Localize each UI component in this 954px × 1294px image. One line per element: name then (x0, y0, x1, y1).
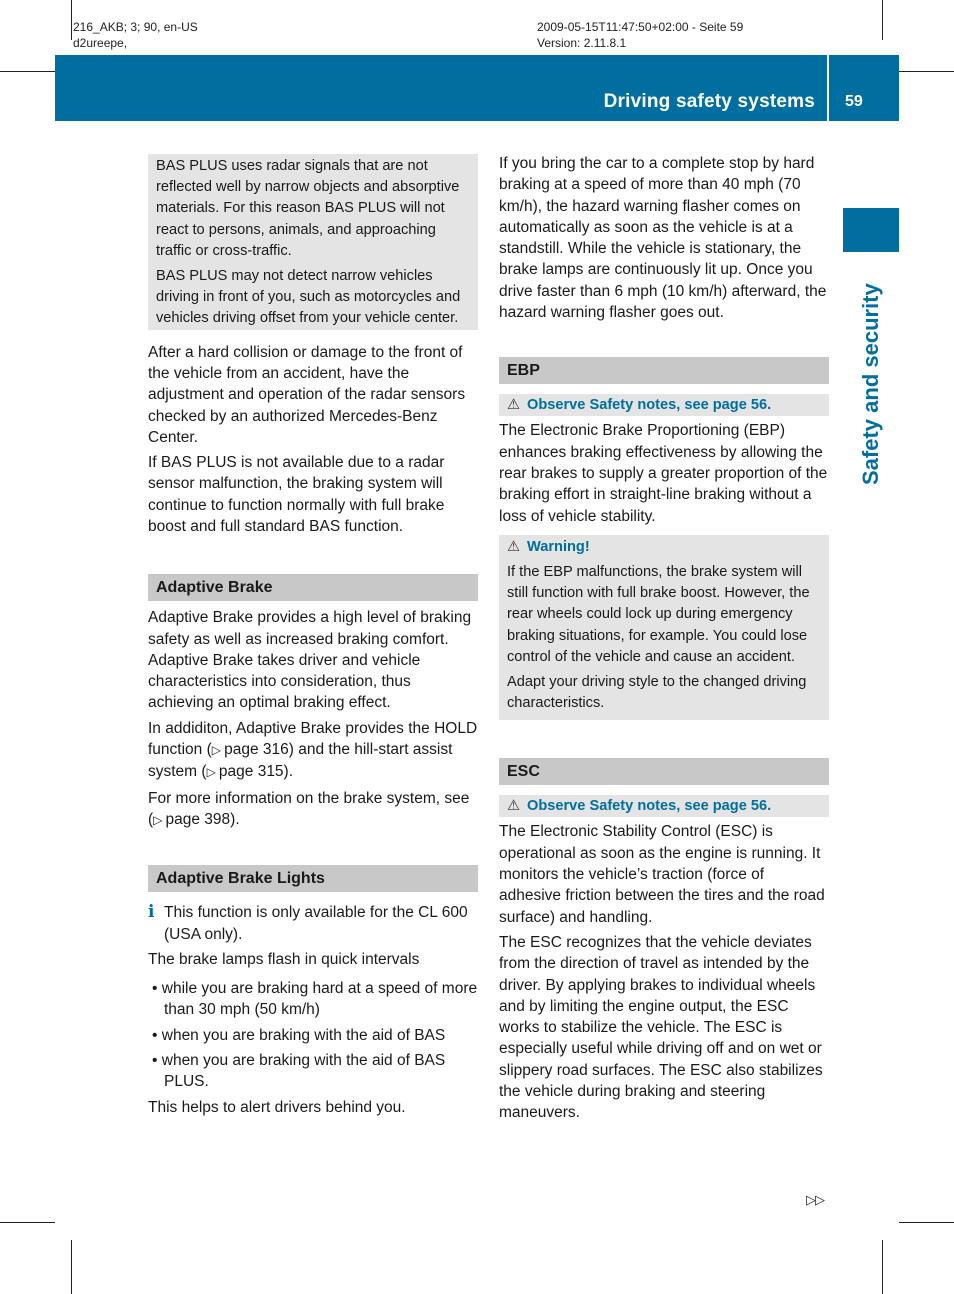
warning-box (499, 535, 829, 721)
crop-mark-bl-v (71, 1240, 72, 1294)
list-item-text: when you are braking with the aid of BAS (161, 1026, 446, 1044)
left-column (148, 154, 478, 1122)
print-meta-right (537, 19, 743, 51)
paragraph: The brake lamps flash in quick intervals (148, 950, 420, 968)
paragraph (148, 788, 478, 832)
paragraph: After a hard collision or damage to the front of the vehicle from an accident, have the adjustment and operation of the radar sensors checked by an authorized Mercedes-Benz Center. (148, 343, 466, 446)
page-ref-arrow-icon: ▷ (153, 812, 163, 827)
bullet-icon: • (152, 1026, 158, 1044)
info-note (148, 902, 478, 945)
list-item-text: while you are braking hard at a speed of more than 30 mph (50 km/h) (161, 980, 478, 1019)
bullet-icon: • (152, 1052, 158, 1070)
page-link[interactable]: page 315). (218, 763, 294, 781)
paragraph: This helps to alert drivers behind you. (148, 1098, 406, 1116)
page-link[interactable]: page 316) and the hill-start assist system ( (148, 741, 453, 781)
list-item-text: when you are braking with the aid of BAS PLUS. (161, 1052, 446, 1091)
text-run: For more information on the brake system, see ( (148, 789, 470, 828)
header-bar (55, 55, 899, 121)
page-title: Driving safety systems (603, 91, 815, 112)
info-icon: i (148, 902, 155, 923)
side-tab-marker (843, 208, 899, 252)
warning-title (507, 537, 821, 558)
section-heading-esc: ESC (499, 758, 829, 785)
meta-right-line1: 2009-05-15T11:47:50+02:00 - Seite 59 (537, 20, 744, 34)
meta-left-line1: 216_AKB; 3; 90, en-US (73, 20, 198, 34)
info-text: This function is only available for the CL 600 (USA only). (164, 904, 468, 943)
right-column (499, 153, 829, 1128)
list-item (148, 1050, 478, 1093)
section-heading-adaptive-brake: Adaptive Brake (148, 574, 478, 601)
paragraph: If BAS PLUS is not available due to a radar sensor malfunction, the braking system will continue to function normally with full brake boost and full standard BAS function. (148, 454, 445, 535)
section-heading-ebp: EBP (499, 357, 829, 384)
paragraph: The Electronic Stability Control (ESC) is operational as soon as the engine is running. It monitors the vehicle’s traction (force of adhesive friction between the tires and the road surface) and handling. (499, 823, 825, 926)
paragraph: The ESC recognizes that the vehicle deviates from the direction of travel as intended by the driver. By applying brakes to individual wheels and by limiting the engine output, the ESC works to stabilize the vehicle. The ESC is especially useful while driving off and on wet or slippery road surfaces. The ESC also stabilizes the vehicle during braking and steering maneuvers. (499, 933, 823, 1122)
crop-mark-tl-v (71, 0, 72, 40)
warning-paragraph: If the EBP malfunctions, the brake system will still function with full brake boost. However, the rear wheels could lock up during emergency braking situations, for example. You could lose control of the vehicle and cause an accident. (507, 564, 810, 665)
warning-title-text: Warning! (527, 538, 590, 555)
paragraph: If you bring the car to a complete stop by hard braking at a speed of more than 40 mph (70 km/h), the hazard warning flasher comes on automatically as soon as the vehicle is at a standstill. While the vehicle is stationary, the brake lamps are continuously lit up. Once you drive faster than 6 mph (10 km/h) afterward, the hazard warning flasher goes out. (499, 155, 827, 322)
crop-mark-tr-h (899, 71, 954, 72)
page-number: 59 (845, 93, 863, 110)
page-link[interactable]: page 398). (165, 810, 240, 828)
page-ref-arrow-icon: ▷ (206, 765, 216, 780)
paragraph (148, 718, 478, 784)
text-run: In addiditon, Adaptive Brake provides the HOLD function ( (148, 719, 478, 759)
continued-marker: ▷▷ (806, 1192, 824, 1207)
header-divider (827, 55, 829, 121)
list-item (148, 978, 478, 1021)
print-meta-left (73, 19, 198, 51)
side-tab-label: Safety and security (858, 283, 883, 485)
meta-right-line2: Version: 2.11.8.1 (537, 36, 627, 50)
page-ref-arrow-icon: ▷ (211, 743, 221, 758)
warning-icon: ⚠ (507, 538, 521, 555)
list-item (148, 1025, 478, 1046)
safety-notes-link-text[interactable]: Observe Safety notes, see page 56. (527, 798, 772, 815)
warning-icon: ⚠ (507, 397, 521, 414)
meta-left-line2: d2ureepe, (73, 36, 128, 50)
paragraph: Adaptive Brake provides a high level of braking safety as well as increased braking comfort. Adaptive Brake takes driver and vehicle characteristics into consideration, thus achieving an optimal braking effect. (148, 609, 472, 712)
note-paragraph: BAS PLUS may not detect narrow vehicles driving in front of you, such as motorcycles and vehicles driving offset from your vehicle center. (156, 268, 461, 327)
crop-mark-tr-v (882, 0, 883, 40)
crop-mark-tl-h (0, 71, 55, 72)
note-paragraph: BAS PLUS uses radar signals that are not reflected well by narrow objects and absorptive materials. For this reason BAS PLUS will not react to persons, animals, and approaching traffic or cross-traffic. (156, 158, 460, 259)
safety-notes-link[interactable] (499, 795, 829, 817)
warning-paragraph: Adapt your driving style to the changed driving characteristics. (507, 674, 807, 712)
safety-notes-link[interactable] (499, 394, 829, 416)
paragraph: The Electronic Brake Proportioning (EBP) enhances braking effectiveness by allowing the rear brakes to supply a greater proportion of the braking effort in straight-line braking without a loss of vehicle stability. (499, 422, 828, 525)
section-heading-adaptive-brake-lights: Adaptive Brake Lights (148, 865, 478, 892)
warning-icon: ⚠ (507, 798, 521, 815)
crop-mark-br-h (899, 1222, 954, 1223)
crop-mark-br-v (882, 1240, 883, 1294)
info-note-box (148, 154, 478, 330)
safety-notes-link-text[interactable]: Observe Safety notes, see page 56. (527, 397, 772, 414)
crop-mark-bl-h (0, 1222, 55, 1223)
bullet-icon: • (152, 980, 158, 998)
